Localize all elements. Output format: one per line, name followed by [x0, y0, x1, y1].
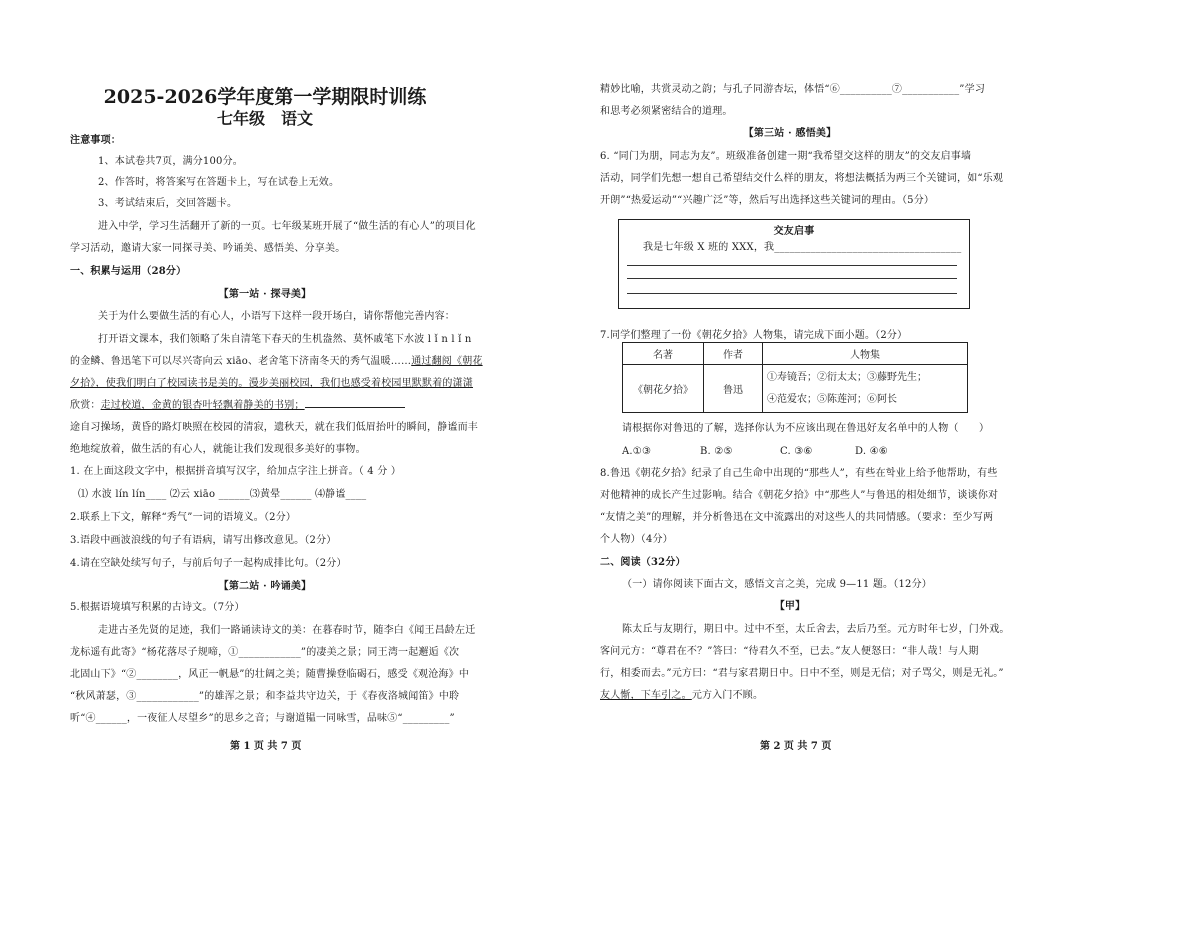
page-footer: 第 1 页 共 7 页: [230, 741, 302, 752]
passage-label: 【甲】: [774, 601, 806, 612]
passage-line: [70, 400, 405, 412]
notice-heading: 注意事项：: [70, 135, 121, 146]
notice-box-title: 交友启事: [773, 226, 815, 237]
question-7: 7.同学们整理了一份《朝花夕拾》人物集，请完成下面小题。（2分）: [600, 330, 908, 341]
section-heading: 二、阅读（32分）: [600, 557, 686, 568]
underlined-sentence: 友人惭，下车引之。: [600, 690, 692, 701]
question-8: 个人物）（4分）: [600, 534, 673, 545]
option: C. ③⑥: [780, 446, 813, 457]
notice-box-line: 我是七年级 X 班的 XXX，我____________________________________: [643, 242, 962, 253]
classical-line: 陈太丘与友期行，期日中。过中不至，太丘舍去，去后乃至。元方时年七岁，门外戏。: [622, 624, 1010, 635]
q5-line: 走进古圣先贤的足迹，我们一路诵读诗文的美：在暮春时节，随李白《闻王昌龄左迁: [98, 625, 476, 636]
wavy-underlined-sentence: 通过翻阅《朝花: [411, 356, 483, 367]
blank-line: [305, 407, 405, 408]
answer-line: [627, 293, 957, 294]
notice-item: 3、考试结束后，交回答题卡。: [98, 198, 238, 209]
classical-line: 客问元方：“尊君在不？”答曰：“待君久不至，已去。”友人便怒曰：“非人哉！与人期: [600, 646, 979, 657]
station-heading: 【第二站 · 吟诵美】: [218, 581, 312, 592]
intro-text: 进入中学，学习生活翻开了新的一页。七年级某班开展了“做生活的有心人”的项目化: [98, 221, 476, 232]
question-7-ask: 请根据你对鲁迅的了解，选择你认为不应该出现在鲁迅好友名单中的人物（ ）: [622, 423, 990, 434]
people-line: ①寿镜吾；②衍太太；③藤野先生；: [767, 371, 927, 383]
passage-line: 途自习操场，黄昏的路灯映照在校园的清寂，遗秋天，就在我们低眉抬叶的瞬间，静谧而丰: [70, 422, 478, 433]
page-footer: 第 2 页 共 7 页: [760, 741, 832, 752]
table-cell-people: [763, 365, 968, 413]
classical-text: 元方入门不顾。: [691, 690, 764, 701]
station-intro: 关于为什么要做生活的有心人，小语写下这样一段开场白，请你帮他完善内容：: [98, 311, 455, 322]
passage-line: [70, 356, 483, 368]
table-header: 人物集: [763, 343, 968, 365]
question-1: 1. 在上面这段文字中，根据拼音填写汉字，给加点字注上拼音。（ 4 分 ）: [70, 466, 402, 477]
station-heading: 【第三站 · 感悟美】: [743, 128, 837, 139]
question-2: 2.联系上下文，解释“秀气”一词的语境义。（2分）: [70, 512, 297, 523]
q5-line: 北固山下》“②________，风正一帆悬”的壮阔之美；随曹操登临碣石，感受《观沧海》中: [70, 669, 470, 680]
table-header: 作者: [704, 343, 763, 365]
answer-line: [627, 265, 957, 266]
question-6: 开朗”“热爱运动”“兴趣广泛”等，然后写出选择这些关键词的理由。（5分）: [600, 195, 935, 206]
question-6: 活动，同学们先想一想自己希望结交什么样的朋友，将想法概括为两三个关键词，如“乐观: [600, 173, 1004, 184]
q5-line: 龙标遥有此寄》“杨花落尽子规啼，①____________”的凄美之景；同王湾一起邂逅《次: [70, 647, 460, 658]
table-cell-author: 鲁迅: [704, 365, 763, 413]
text-line: 和思考必须紧密结合的道理。: [600, 106, 733, 117]
passage-line: 打开语文课本，我们领略了朱自清笔下春天的生机盎然、莫怀戚笔下水波 l ǐ n l ǐ n: [98, 334, 472, 345]
wavy-underlined-sentence: 夕拾》，使我们明白了校园读书是美的。漫步美丽校园，我们也感受着校园里默默着的潇潇: [70, 378, 473, 389]
classical-line: 行，相委而去。”元方曰：“君与家君期日中。日中不至，则是无信；对子骂父，则是无礼。”: [600, 668, 1004, 679]
question-8: 8.鲁迅《朝花夕拾》纪录了自己生命中出现的“那些人”，有些在학业上给予他帮助，有些: [600, 468, 998, 479]
station-heading: 【第一站 · 探寻美】: [218, 289, 312, 300]
people-line: ④范爱农；⑤陈莲河；⑥阿长: [767, 393, 897, 405]
table-header: 名著: [623, 343, 704, 365]
character-table: [622, 342, 968, 413]
question-6: 6. “同门为朋，同志为友”。班级准备创建一期“我希望交这样的朋友”的交友启事墙: [600, 151, 972, 162]
underlined-sentence: 走过校道，金黄的银杏叶轻飘着静美的书别；: [100, 400, 305, 411]
option: A.①③: [622, 446, 652, 457]
notice-item: 1、本试卷共7页，满分100分。: [98, 156, 244, 167]
table-cell-book: 《朝花夕拾》: [623, 365, 704, 413]
option: D. ④⑥: [855, 446, 888, 457]
passage-text: 的金鳞、鲁迅笔下可以尽兴寄向云 xiāo、老舍笔下济南冬天的秀气温暖……: [70, 356, 412, 367]
notice-item: 2、作答时，将答案写在答题卡上，写在试卷上无效。: [98, 177, 340, 188]
section-heading: 一、积累与运用（28分）: [70, 266, 187, 277]
q5-line: 听“④______，一夜征人尽望乡”的思乡之音；与谢道韫一同咏雪，品味⑤“_________”: [70, 713, 455, 724]
answer-line: [627, 278, 957, 279]
passage-line: 绝地绽放着，做生活的有心人，就能让我们发现很多美好的事物。: [70, 444, 366, 455]
question-5: 5.根据语境填写积累的古诗文。（7分）: [70, 602, 245, 613]
reading-intro: （一）请你阅读下面古文，感悟文言之美，完成 9—11 题。（12分）: [622, 579, 932, 590]
notice-box: [618, 219, 970, 309]
question-4: 4.请在空缺处续写句子，与前后句子一起构成排比句。（2分）: [70, 558, 347, 569]
question-8: 对他精神的成长产生过影响。结合《朝花夕拾》中“那些人”与鲁迅的相处细节，谈谈你对: [600, 490, 999, 501]
question-1-items: ⑴ 水波 lín lín____ ⑵云 xiāo ______⑶黄晕______ ⑷静谧____: [78, 489, 367, 500]
question-8: “友情之美”的理解，并分析鲁迅在文中流露出的对这些人的共同情感。（要求：至少写两: [600, 512, 994, 523]
exam-title: 2025-2026学年度第一学期限时训练: [103, 86, 427, 108]
classical-line: [600, 690, 763, 702]
option: B. ②⑤: [700, 446, 733, 457]
q5-line: “秋风萧瑟，③____________”的雄浑之景；和李益共守边关，于《春夜洛城闻笛》中聆: [70, 691, 460, 702]
exam-subtitle: 七年级 语文: [216, 109, 313, 128]
text-line: 精妙比喻，共赏灵动之韵；与孔子同游杏坛，体悟“⑥__________⑦___________”学习: [600, 84, 986, 95]
intro-text: 学习活动，邀请大家一同探寻美、吟诵美、感悟美、分享美。: [70, 243, 346, 254]
question-3: 3.语段中画波浪线的句子有语病，请写出修改意见。（2分）: [70, 535, 337, 546]
passage-text: 欣赏：: [70, 400, 101, 411]
